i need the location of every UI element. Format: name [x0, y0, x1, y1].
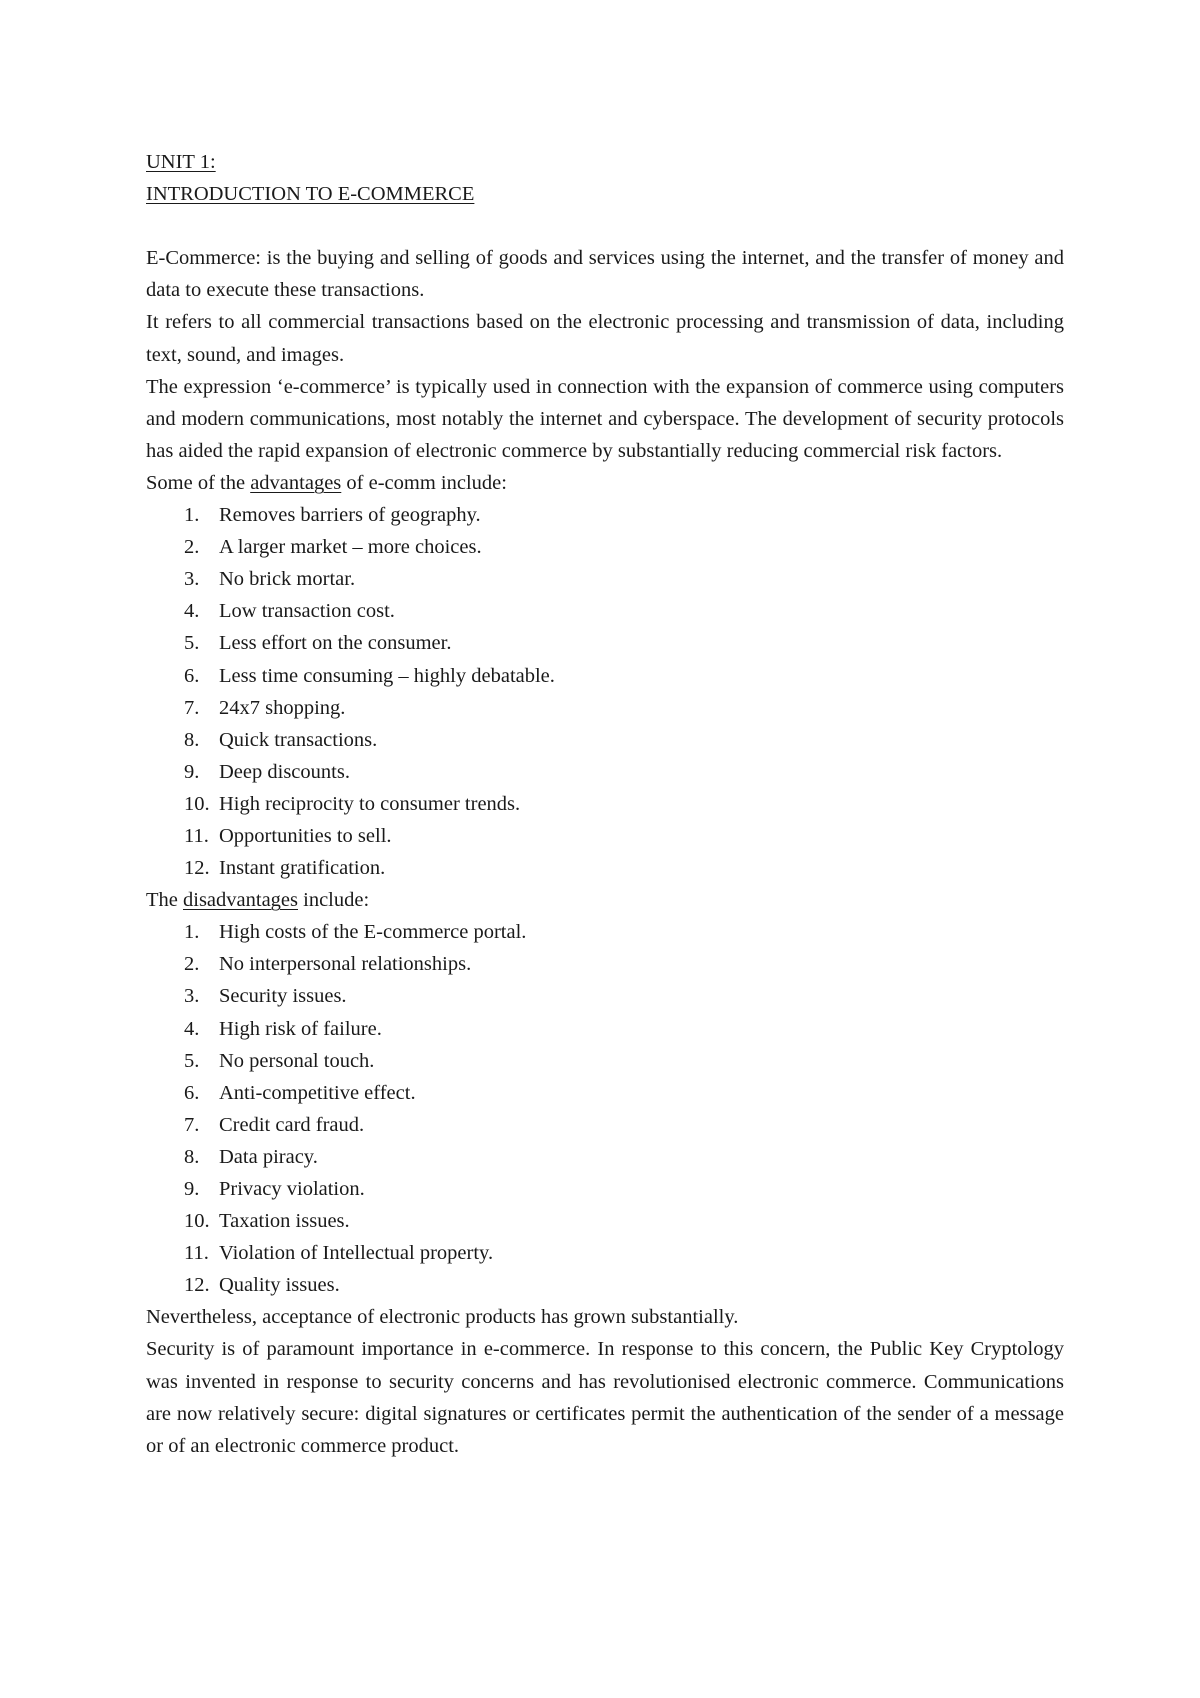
advantages-keyword: advantages [250, 471, 342, 494]
list-item [146, 1141, 1064, 1173]
list-item [146, 916, 1064, 948]
list-text: Security issues. [219, 985, 347, 1008]
list-item [146, 852, 1064, 884]
list-number: 5. [184, 1049, 200, 1072]
list-number: 2. [184, 536, 200, 559]
document-body [146, 146, 1064, 1462]
unit-heading: UNIT 1: [146, 151, 216, 173]
list-number: 1. [184, 504, 200, 527]
nevertheless-paragraph: Nevertheless, acceptance of electronic products has grown substantially. [146, 1306, 739, 1329]
list-item [146, 531, 1064, 563]
list-number: 12. [184, 857, 210, 880]
list-item [146, 980, 1064, 1012]
list-text: Instant gratification. [219, 857, 386, 880]
list-item [146, 499, 1064, 531]
list-number: 3. [184, 568, 200, 591]
list-item [146, 948, 1064, 980]
disadvantages-intro-before: The [146, 889, 183, 912]
list-item [146, 1045, 1064, 1077]
list-number: 9. [184, 1178, 200, 1200]
list-text: Opportunities to sell. [219, 824, 392, 847]
list-number: 10. [184, 1210, 210, 1233]
list-text: Taxation issues. [219, 1210, 350, 1233]
list-item [146, 660, 1064, 692]
list-text: Removes barriers of geography. [219, 504, 481, 527]
list-item [146, 1237, 1064, 1269]
list-number: 11. [184, 1242, 209, 1265]
security-paragraph: Security is of paramount importance in e-commerce. In response to this concern, the Public Key Cryptology was invented in response to security concerns and has revolutionised electronic commerce. Communications are now relatively secure: digital signatures or certificates permit the authentication of the sender of a message or of an electronic commerce product. [146, 1338, 1064, 1457]
list-number: 5. [184, 632, 200, 655]
list-item [146, 724, 1064, 756]
page-title: INTRODUCTION TO E-COMMERCE [146, 183, 475, 206]
list-text: Low transaction cost. [219, 600, 395, 623]
list-number: 11. [184, 824, 209, 847]
list-number: 6. [184, 1081, 200, 1104]
list-item [146, 1013, 1064, 1045]
list-text: Violation of Intellectual property. [219, 1242, 494, 1265]
list-number: 1. [184, 921, 200, 944]
list-item [146, 820, 1064, 852]
list-text: No personal touch. [219, 1049, 375, 1072]
list-number: 4. [184, 600, 200, 623]
list-item [146, 788, 1064, 820]
list-item [146, 627, 1064, 659]
list-text: Quality issues. [219, 1274, 340, 1297]
list-text: Data piracy. [219, 1145, 318, 1168]
list-text: High reciprocity to consumer trends. [219, 792, 521, 815]
spacer [146, 210, 1064, 242]
list-number: 6. [184, 664, 200, 687]
list-item [146, 1205, 1064, 1237]
advantages-intro-after: of e-comm include: [341, 471, 507, 494]
list-number: 4. [184, 1017, 200, 1040]
list-text: Quick transactions. [219, 728, 378, 751]
list-item [146, 692, 1064, 724]
list-number: 2. [184, 953, 200, 976]
list-text: A larger market – more choices. [219, 536, 482, 559]
advantages-list [146, 499, 1064, 884]
list-text: Deep discounts. [219, 760, 350, 783]
list-number: 12. [184, 1274, 210, 1297]
list-text: High costs of the E-commerce portal. [219, 921, 527, 944]
list-item [146, 1109, 1064, 1141]
list-text: Anti-competitive effect. [219, 1081, 416, 1104]
list-number: 7. [184, 696, 200, 719]
list-text: Less time consuming – highly debatable. [219, 664, 555, 687]
list-text: 24x7 shopping. [219, 696, 346, 719]
list-item [146, 595, 1064, 627]
list-item [146, 563, 1064, 595]
disadvantages-intro [146, 884, 1064, 916]
list-text: Privacy violation. [219, 1178, 365, 1200]
list-item [146, 1269, 1064, 1301]
disadvantages-keyword: disadvantages [183, 889, 298, 912]
list-item [146, 1077, 1064, 1109]
list-text: Credit card fraud. [219, 1113, 365, 1136]
disadvantages-intro-after: include: [298, 889, 370, 912]
list-item [146, 1173, 1064, 1205]
list-number: 9. [184, 760, 200, 783]
disadvantages-list [146, 916, 1064, 1301]
list-number: 3. [184, 985, 200, 1008]
list-number: 10. [184, 792, 210, 815]
list-item [146, 756, 1064, 788]
list-number: 7. [184, 1113, 200, 1136]
list-number: 8. [184, 728, 200, 751]
list-text: Less effort on the consumer. [219, 632, 452, 655]
definition-paragraph: E-Commerce: is the buying and selling of goods and services using the internet, and the transfer of money and data to execute these transactions. [146, 247, 1064, 302]
advantages-intro-before: Some of the [146, 471, 251, 494]
list-text: No interpersonal relationships. [219, 953, 472, 976]
expression-paragraph: The expression ‘e-commerce’ is typically used in connection with the expansion of commerce using computers and modern communications, most notably the internet and cyberspace. The development of security protocols has aided the rapid expansion of electronic commerce by substantially reducing commercial risk factors. [146, 375, 1064, 462]
list-text: No brick mortar. [219, 568, 356, 591]
advantages-intro [146, 467, 1064, 499]
list-number: 8. [184, 1145, 200, 1168]
list-text: High risk of failure. [219, 1017, 382, 1040]
refers-paragraph: It refers to all commercial transactions based on the electronic processing and transmission of data, including text, sound, and images. [146, 311, 1064, 366]
